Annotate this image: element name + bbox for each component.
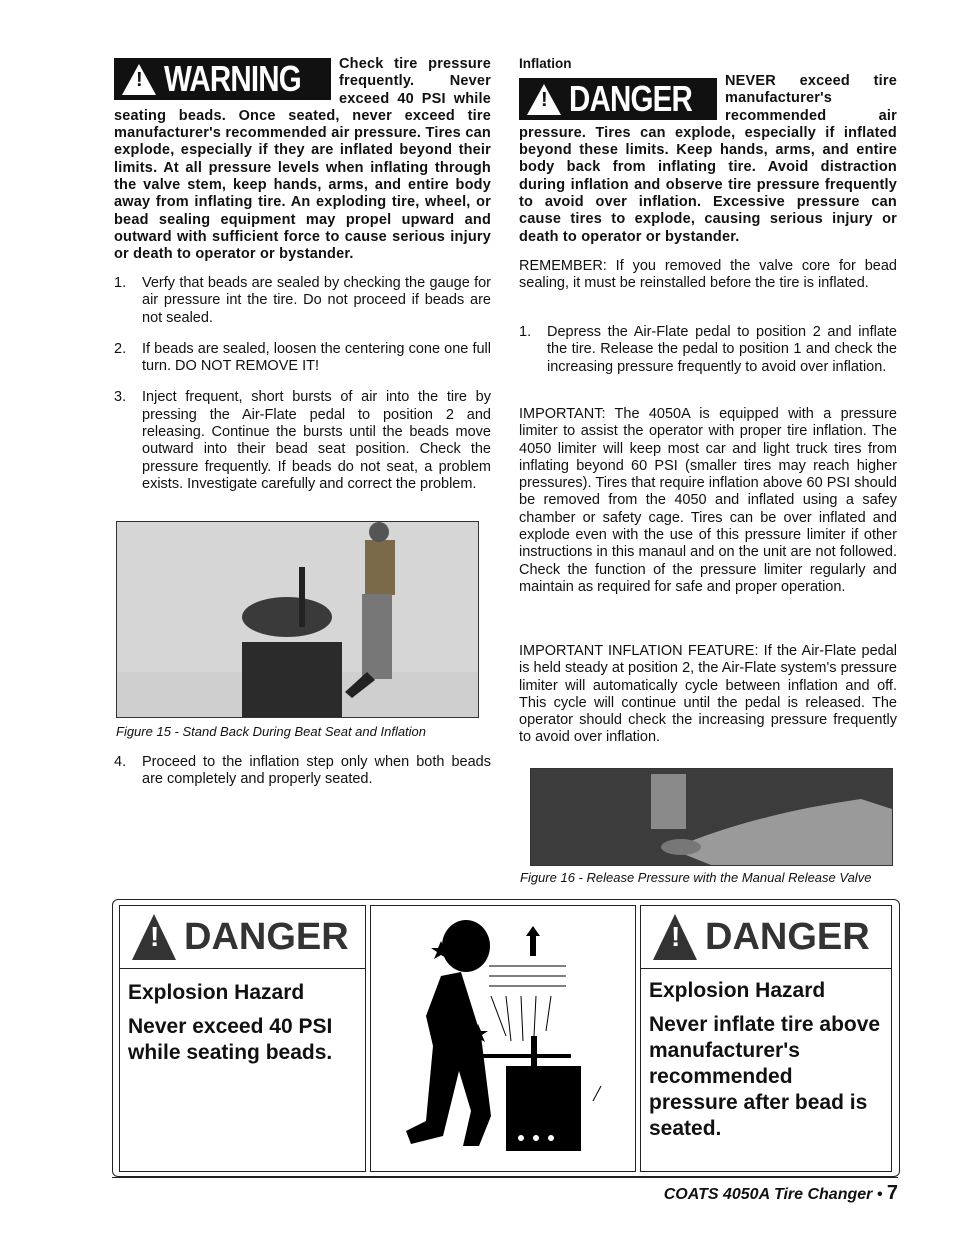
steps-left-list [114, 275, 491, 493]
explosion-person-icon [371, 906, 635, 1171]
hazard-message: Never exceed 40 PSI while seating beads. [128, 1015, 333, 1064]
danger-label-title: DANGER [184, 915, 349, 958]
danger-triangle-icon: ! [132, 914, 176, 960]
danger-triangle-icon: ! [527, 84, 561, 115]
danger-badge-label: DANGER [569, 78, 693, 120]
page-footer [664, 1182, 898, 1205]
warning-block [114, 56, 491, 264]
warning-badge-label: WARNING [164, 58, 301, 100]
footer-rule [112, 1177, 898, 1178]
danger-label-right [640, 905, 892, 1172]
hazard-title: Explosion Hazard [128, 981, 305, 1004]
danger-triangle-icon: ! [653, 914, 697, 960]
list-item: 3. Inject frequent, short bursts of air into the tire by pressing the Air-Flate pedal to position 2 and releasing. Continue the bursts until the beads move outward into their bead seat position. Check the pressure frequently. If beads do not seat, a problem exists. Investigate carefully and correct the problem. [114, 389, 491, 492]
list-item: 1. Depress the Air-Flate pedal to position 2 and inflate the tire. Release the pedal to position 1 and check the increasing pressure frequently to avoid over inflation. [519, 324, 897, 375]
hazard-message: Never inflate tire above manufacturer's recommended pressure after bead is seated. [649, 1013, 881, 1140]
list-item: 2. If beads are sealed, loosen the centering cone one full turn. DO NOT REMOVE IT! [114, 340, 491, 375]
danger-label-title: DANGER [705, 915, 870, 958]
figure-16-photo [530, 768, 893, 866]
step-4-list [114, 754, 491, 789]
danger-block [519, 73, 897, 246]
remember-text: REMEMBER: If you removed the valve core for bead sealing, it must be reinstalled before the tire is inflated. [519, 258, 897, 292]
footer-title: COATS 4050A Tire Changer • [663, 1186, 883, 1203]
important-text: IMPORTANT: The 4050A is equipped with a pressure limiter to assist the operator with proper tire inflation. The 4050 limiter will keep most car and light truck tires from inflating beyond 60 PSI (smaller tires may reach higher pressures). Tires that require inflation above 60 PSI should be removed from the 4050 and inflated using a safey chamber or safety cage. Tires can be over inflated and explode even with the use of this pressure limiter if other instructions in this manaul and on the unit are not followed. Check the function of the pressure limiter regularly and maintain as required for safe and proper operation. [519, 406, 897, 595]
danger-label-left-header [120, 906, 365, 969]
important-feature-text: IMPORTANT INFLATION FEATURE: If the Air-Flate pedal is held steady at position 2, the Air-Flate system's pressure limiter will automatically cycle between inflation and off. This cycle will continue until the pedal is released. The operator should check the increasing pressure frequently to avoid over inflation. [519, 643, 897, 746]
figure-15-photo [116, 521, 479, 718]
danger-badge [519, 78, 717, 120]
hazard-title: Explosion Hazard [649, 979, 826, 1002]
figure-16-caption: Figure 16 - Release Pressure with the Manual Release Valve [520, 870, 872, 885]
warning-triangle-icon: ! [122, 64, 156, 95]
danger-label-right-body [649, 978, 881, 1142]
danger-text: NEVER exceed tire manufacturer's recommended air pressure. Tires can explode, especially if inflated beyond these limits. Keep hands, arms, and entire body back from inflating tire. Avoid distraction during inflation and observe tire pressure frequently to avoid over inflation. Excessive pressure can cause tires to explode, causing serious injury or death to operator or bystander. [519, 73, 897, 245]
inflation-heading: Inflation [519, 56, 572, 71]
steps-right-list [519, 324, 897, 376]
list-item: 1. Verfy that beads are sealed by checking the gauge for air pressure int the tire. Do not proceed if beads are not sealed. [114, 275, 491, 326]
danger-label-right-header [641, 906, 891, 969]
list-item: 4. Proceed to the inflation step only when both beads are completely and properly seated. [114, 754, 491, 788]
danger-label-left [119, 905, 366, 1172]
figure-15-caption: Figure 15 - Stand Back During Beat Seat and Inflation [116, 724, 427, 739]
page-number: 7 [886, 1182, 898, 1204]
explosion-pictogram [370, 905, 636, 1172]
danger-label-left-body [128, 980, 353, 1066]
warning-badge [114, 58, 331, 100]
warning-text: Check tire pressure frequently. Never exceed 40 PSI while seating beads. Once seated, never exceed tire manufacturer's recommended air pressure. Tires can explode, especially if they are inflated beyond their limits. At all pressure levels when inflating through the valve stem, keep hands, arms, and entire body away from inflating tire. An exploding tire, wheel, or bead sealing equipment may propel upward and outward with sufficient force to cause serious injury or death to operator or bystander. [114, 56, 491, 263]
